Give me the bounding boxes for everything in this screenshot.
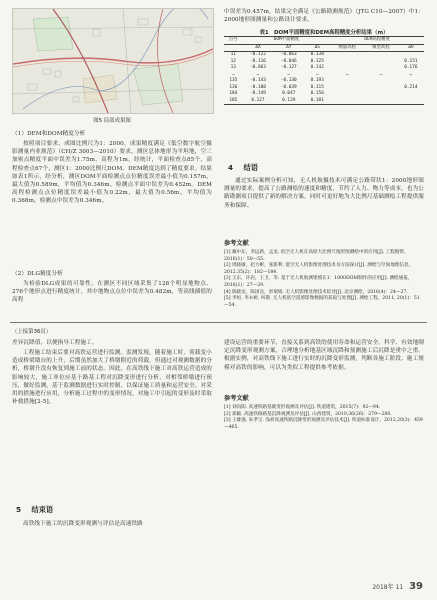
section-title: 结语 [243, 163, 258, 172]
table-subheader-row [224, 44, 424, 52]
table-cell [330, 98, 364, 105]
left-heading-dem-dom: （1）DEM和DOM精度分析 [12, 131, 86, 137]
table-cell: 0.181 [310, 97, 324, 103]
table-header-cell: DEM高程精度 [364, 37, 390, 42]
table-cell: 0.125 [310, 58, 324, 64]
table-cell [364, 52, 398, 59]
table-cell: -0.143 [250, 78, 266, 83]
section-title: 结束语 [31, 505, 54, 514]
figure-caption: 图5 局部成果图 [93, 118, 131, 124]
table-subheader-cell: ΔY [286, 44, 292, 50]
section-4-heading [228, 163, 258, 173]
section-5-heading [16, 505, 53, 515]
table-cell: 0.142 [310, 65, 324, 70]
table-cell: -0.063 [280, 52, 297, 57]
section-number: 5 [16, 505, 22, 514]
table-cell: 12 [230, 58, 236, 64]
table-cell: -0.046 [280, 58, 297, 64]
table-cell: 0.047 [282, 91, 296, 96]
bottom-left-para3: 高铁线下施工的沉降变形观测与评估是高速铁路 [23, 521, 143, 527]
table-cell: 0.193 [310, 78, 324, 83]
table-cell: -0.130 [280, 78, 297, 83]
table-cell: … [345, 71, 349, 77]
table-cell: 135 [229, 78, 238, 83]
map-graphic [13, 9, 213, 113]
table-row [224, 52, 424, 59]
table-cell: … [409, 71, 413, 77]
table-subheader-cell: 测量高程 [338, 44, 356, 50]
left-paragraph-dem-dom: 按照项目要求，成图比例尺为1：2000，成果精度满足《低空数字航空摄影测量内业规范》（CH/Z 3003—2010）要求，测区总体地形为平坦地，空三加密点精度平面中误差为1.75m，高程为1m。经统计，平面检查点85个，高程检查点67个，测区1：2000比例尺DOM、DEM精度达到了精度要求。结果如表1所示，经分析，测区DOM平面检测点点位精度误差最小值为0.157m，最大值为0.589m，平均值为0.346m。检测点平面中误差为0.452m。DEM高程检测点点位精度误差最小值为0.22m，最大值为0.56m，平均值为0.368m，检测点中误差为0.346m。 [12, 141, 212, 205]
article-divider [10, 322, 427, 323]
table-cell: … [315, 71, 319, 77]
table-cell: 184 [229, 91, 238, 96]
table-header-cell: DOM平面精度 [273, 37, 300, 42]
left-paragraph-dlg: 为检验DLG成果的可靠性，在测区不同区域采集了128个明显地物点、276个地形点进行精度统计，其中地物点点位中误差为0.482m，等高线插值的高程 [12, 281, 212, 304]
left-heading-dlg: （2）DLG精度分析 [12, 271, 63, 277]
continuation-note: （上接第36页） [12, 329, 52, 335]
accuracy-table-wrapper [224, 36, 424, 105]
table-cell: -0.063 [250, 65, 266, 70]
reference-item: [2] 郑颖. 高速铁路路基沉降观测及评估[J]. 山西建筑，2010,36(26)：279—280. [224, 411, 392, 417]
table-cell: 136 [229, 84, 238, 90]
bottom-right-para1: 建设运营的重要环节，直接关系到高铁的使用寿命和运营安全。科学、有效地制定沉降变形观测方案，合理地分析地基区域沉降和预测施工后沉降是重中之重。根据实例，对高铁线下施工进行实时的沉降变形监测，判断各施工阶段、施工规模对高铁的影响，可以为类似工程提供参考依据。 [224, 340, 424, 371]
reference-item: [3] 王东，许岩，王卫，等. 基于无人机航测建模在1：1000DOM制作的应用[J]. 测绘通报，2016(1)：27—29. [224, 276, 413, 288]
page-number: 39 [409, 581, 423, 592]
table-subheader-cell [224, 44, 243, 52]
table-cell: 0.115 [310, 84, 324, 90]
reference-item: [1] 刘向阳. 高速铁路基础变形观测及评估[J]. 铁道建筑，2015(7)：92—94. [224, 405, 381, 410]
bottom-left-para1: 差异沉降值，以便指导工程施工。 [12, 340, 98, 346]
table-cell: -0.149 [250, 91, 266, 96]
reference-item: [3] 王雄强, 朱孝宝. 浅析高速铁路沉降变形观测及评估技术[J]. 铁道标准设计，2012,20(3)：459—465. [224, 418, 423, 430]
table-cell: … [287, 71, 291, 77]
table-row [224, 98, 424, 105]
bottom-references-title: 参考文献 [224, 395, 249, 402]
references-title: 参考文献 [224, 240, 249, 247]
table-cell [330, 52, 364, 59]
table-cell [364, 98, 398, 105]
section-number: 4 [228, 163, 234, 172]
table-cell: 0.176 [404, 65, 418, 70]
table-cell: … [379, 71, 383, 77]
table-cell: -0.127 [280, 65, 297, 70]
table-cell [398, 52, 424, 59]
table-cell: -0.108 [250, 84, 266, 90]
table-cell [398, 98, 424, 105]
references-list [224, 250, 424, 309]
table-cell: … [231, 71, 235, 77]
issue-label: 2018年 11 [372, 584, 404, 591]
table-subheader-cell: ΔS [314, 44, 320, 50]
table-cell: 0.138 [310, 52, 324, 57]
table-cell: … [256, 71, 260, 77]
table-cell: 0.214 [404, 84, 418, 90]
table-cell: 0.156 [310, 91, 324, 96]
reference-item: [2] 周晓敏，赵力彬，张新利. 低空无人机影像处理技术及方法探讨[J]. 测绘与空间地理信息，2012,35(2)：182—184. [224, 263, 414, 275]
bottom-references-list [224, 405, 424, 431]
table-cell: 0.127 [251, 97, 265, 103]
reference-item: [5] 李恒, 李永树, 何敬. 无人机低空遥感影像数据的获取与处理[J]. 测绘工程，2011, 20(1)：51—54. [224, 296, 420, 308]
table-cell: 0.129 [282, 97, 296, 103]
page-footer [372, 581, 423, 592]
reference-item: [4] 陈晓龙，陈国良，彭瑞娟. 无人机影像处理技术综述[J]. 北京测绘，2016(4)：24—27. [224, 289, 408, 295]
table-title: 表1 DOM平面精度和DEM高程精度分析结果（m） [259, 30, 389, 36]
table-subheader-cell: ΔH [408, 44, 414, 50]
table-cell: -0.039 [280, 84, 297, 90]
table-subheader-cell: 模型高程 [372, 44, 390, 50]
right-paragraph-continuation: 中误差为0.457m，结果完全满足《公路勘测规范》（JTG C10—2007）中1：2000地形图测量和公路设计要求。 [224, 9, 424, 24]
table-cell: 0.151 [404, 58, 418, 64]
bottom-left-para2: 工程施工结束后要对高铁运营进行监测。监测发现，随着施工时，荷载变小造成桥梁墩台的上升，后期虽然加大了桥墩附近的荷载，但通过对观测数据的分析，桥墩升没有恢复到施工前的状态。因此，在高铁线下施工对高铁运营造成的影响较大，施工单位应基于路基工程对沉降变形进行分析，对相邻桥墩进行预压，做好监测，基于监测数据进行实时控制，以保证施工质量和运营安全，对采用的措施进行应用，分析施工过程中的变形情况，对施工中引起的变形及时采取补救措施[2-5]。 [12, 350, 212, 406]
local-result-map [12, 8, 214, 114]
table-cell: 185 [229, 97, 238, 103]
reference-item: [1] 戴中东，李远新，孟龙. 低空无人机在高原大比例尺地形图测绘中的应用[J]. 工程勘察，2016(1)：50—55. [224, 250, 409, 262]
table-header-row [224, 37, 424, 45]
table-cell: 11 [230, 52, 236, 57]
accuracy-table [224, 36, 424, 105]
table-header-cell: 点号 [228, 37, 238, 42]
table-cell: -0.122 [250, 52, 266, 57]
table-subheader-cell: ΔX [255, 44, 261, 50]
conclusion-paragraph: 通过实际案例分析可知，无人机航摄技术可满足公路带状1：2000地形图测量的要求，提高了公路测绘的速度和精度，节约了人力、物力等成本，也为公路勘测项目提供了新的解决方案，同时可更好地为大比例尺基础测绘工程提供服务和保障。 [224, 178, 424, 209]
table-cell: 13 [230, 65, 236, 70]
table-cell: -0.116 [250, 58, 266, 64]
